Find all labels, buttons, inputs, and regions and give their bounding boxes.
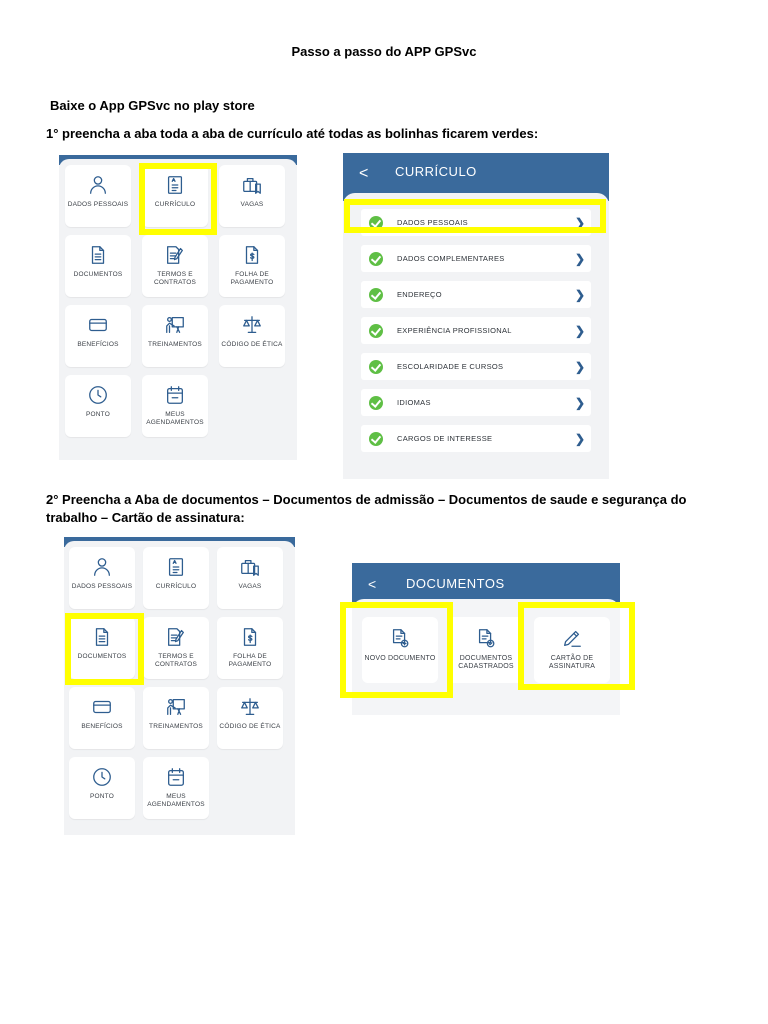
menu-tile-label: BENEFÍCIOS xyxy=(77,341,119,348)
menu-tile-label: DADOS PESSOAIS xyxy=(67,201,129,208)
contract-icon xyxy=(165,626,187,648)
chevron-right-icon: ❯ xyxy=(574,323,586,338)
documentos-tile-label: CARTÃO DE ASSINATURA xyxy=(548,655,596,670)
curriculo-row-label: DADOS COMPLEMENTARES xyxy=(397,254,505,263)
menu-tile-label: MEUS AGENDAMENTOS xyxy=(146,411,204,426)
card-icon xyxy=(87,314,109,336)
resume-icon xyxy=(165,556,187,578)
chevron-right-icon: ❯ xyxy=(574,431,586,446)
menu-tile[interactable] xyxy=(143,547,209,609)
curriculo-row-label: ENDEREÇO xyxy=(397,290,442,299)
menu-tile[interactable] xyxy=(142,235,208,297)
menu-tile[interactable] xyxy=(69,687,135,749)
user-icon xyxy=(91,556,113,578)
step2-text: 2° Preencha a Aba de documentos – Documentos de admissão – Documentos de saude e segurança do trabalho – Cartão de assinatura: xyxy=(46,492,687,525)
menu-tile-label: VAGAS xyxy=(238,583,262,590)
chevron-right-icon: ❯ xyxy=(574,359,586,374)
menu-tile[interactable] xyxy=(143,757,209,819)
intro-text: Baixe o App GPSvc no play store xyxy=(50,98,255,113)
check-icon xyxy=(369,252,383,266)
menu-tile[interactable] xyxy=(65,375,131,437)
menu-tile[interactable] xyxy=(142,305,208,367)
highlight-dados-pessoais-row xyxy=(344,199,606,233)
menu-tile-label: TREINAMENTOS xyxy=(149,723,203,730)
curriculo-list xyxy=(343,193,609,479)
menu-tile[interactable] xyxy=(219,235,285,297)
check-icon xyxy=(369,360,383,374)
curriculo-row-label: DADOS PESSOAIS xyxy=(397,218,468,227)
curriculo-row[interactable] xyxy=(361,317,591,344)
curriculo-row-label: CARGOS DE INTERESSE xyxy=(397,434,493,443)
user-icon xyxy=(87,174,109,196)
menu-tile-label: TERMOS E CONTRATOS xyxy=(153,271,196,286)
documentos-tile-label: NOVO DOCUMENTO xyxy=(364,655,436,662)
menu-tile[interactable] xyxy=(217,547,283,609)
menu-tile-label: BENEFÍCIOS xyxy=(81,723,123,730)
training-icon xyxy=(165,696,187,718)
menu-tile-label: VAGAS xyxy=(240,201,264,208)
menu-tile[interactable] xyxy=(143,617,209,679)
menu-tile[interactable] xyxy=(65,305,131,367)
curriculo-row[interactable] xyxy=(361,245,591,272)
contract-icon xyxy=(164,244,186,266)
curriculo-row[interactable] xyxy=(361,425,591,452)
menu-tile-label: FOLHA DE PAGAMENTO xyxy=(230,271,274,286)
chevron-right-icon: ❯ xyxy=(574,251,586,266)
curriculo-row-label: IDIOMAS xyxy=(397,398,431,407)
back-icon[interactable]: < xyxy=(359,165,369,182)
menu-tile[interactable] xyxy=(217,617,283,679)
menu-tile-label: MEUS AGENDAMENTOS xyxy=(147,793,205,808)
documentos-tile[interactable] xyxy=(448,617,524,683)
menu-tile[interactable] xyxy=(69,547,135,609)
curriculo-row-label: ESCOLARIDADE E CURSOS xyxy=(397,362,504,371)
chevron-right-icon: ❯ xyxy=(574,395,586,410)
documentos-title: DOCUMENTOS xyxy=(406,576,505,591)
check-icon xyxy=(369,288,383,302)
check-icon xyxy=(369,432,383,446)
payroll-icon xyxy=(239,626,261,648)
curriculo-row-label: EXPERIÊNCIA PROFISSIONAL xyxy=(397,326,512,335)
page-title: Passo a passo do APP GPSvc xyxy=(291,44,477,59)
scales-icon xyxy=(239,696,261,718)
menu-tile-label: TREINAMENTOS xyxy=(148,341,202,348)
step1-text: 1° preencha a aba toda a aba de currículo até todas as bolinhas ficarem verdes: xyxy=(46,126,539,141)
calendar-icon xyxy=(164,384,186,406)
menu-tile[interactable] xyxy=(142,375,208,437)
registered-documents-icon xyxy=(475,627,497,649)
briefcase-icon xyxy=(241,174,263,196)
curriculo-row[interactable] xyxy=(361,281,591,308)
payroll-icon xyxy=(241,244,263,266)
curriculo-row[interactable] xyxy=(361,353,591,380)
calendar-icon xyxy=(165,766,187,788)
back-icon[interactable]: < xyxy=(368,576,377,592)
documentos-tile-label: DOCUMENTOS CADASTRADOS xyxy=(458,655,514,670)
highlight-cartao-assinatura-tile xyxy=(518,602,635,690)
menu-tile[interactable] xyxy=(65,235,131,297)
curriculo-title: CURRÍCULO xyxy=(395,164,477,179)
document-icon xyxy=(87,244,109,266)
clock-icon xyxy=(87,384,109,406)
menu-tile-label: TERMOS E CONTRATOS xyxy=(154,653,197,668)
check-icon xyxy=(369,324,383,338)
card-icon xyxy=(91,696,113,718)
menu-tile[interactable] xyxy=(219,165,285,227)
clock-icon xyxy=(91,766,113,788)
briefcase-icon xyxy=(239,556,261,578)
check-icon xyxy=(369,396,383,410)
menu-tile-label: CÓDIGO DE ÉTICA xyxy=(221,341,283,348)
menu-tile-label: DADOS PESSOAIS xyxy=(71,583,133,590)
chevron-right-icon: ❯ xyxy=(574,287,586,302)
menu-tile[interactable] xyxy=(217,687,283,749)
menu-tile[interactable] xyxy=(219,305,285,367)
curriculo-row[interactable] xyxy=(361,389,591,416)
scales-icon xyxy=(241,314,263,336)
menu-tile-label: PONTO xyxy=(90,793,114,800)
menu-tile-label: CÓDIGO DE ÉTICA xyxy=(219,723,281,730)
menu-screenshot-2 xyxy=(64,537,295,835)
menu-tile-label: PONTO xyxy=(86,411,110,418)
training-icon xyxy=(164,314,186,336)
menu-tile[interactable] xyxy=(143,687,209,749)
menu-tile[interactable] xyxy=(69,757,135,819)
menu-tile-label: CURRÍCULO xyxy=(154,201,196,208)
highlight-novo-documento-tile xyxy=(340,602,453,698)
menu-tile-label: DOCUMENTOS xyxy=(73,271,123,278)
menu-tile-label: CURRÍCULO xyxy=(155,583,197,590)
highlight-documentos-tile xyxy=(65,613,144,685)
chevron-right-icon: ❯ xyxy=(574,215,586,230)
menu-tile-label: FOLHA DE PAGAMENTO xyxy=(228,653,272,668)
menu-tile[interactable] xyxy=(65,165,131,227)
highlight-curriculo-tile xyxy=(139,163,217,235)
menu-tile-label: DOCUMENTOS xyxy=(77,653,127,660)
